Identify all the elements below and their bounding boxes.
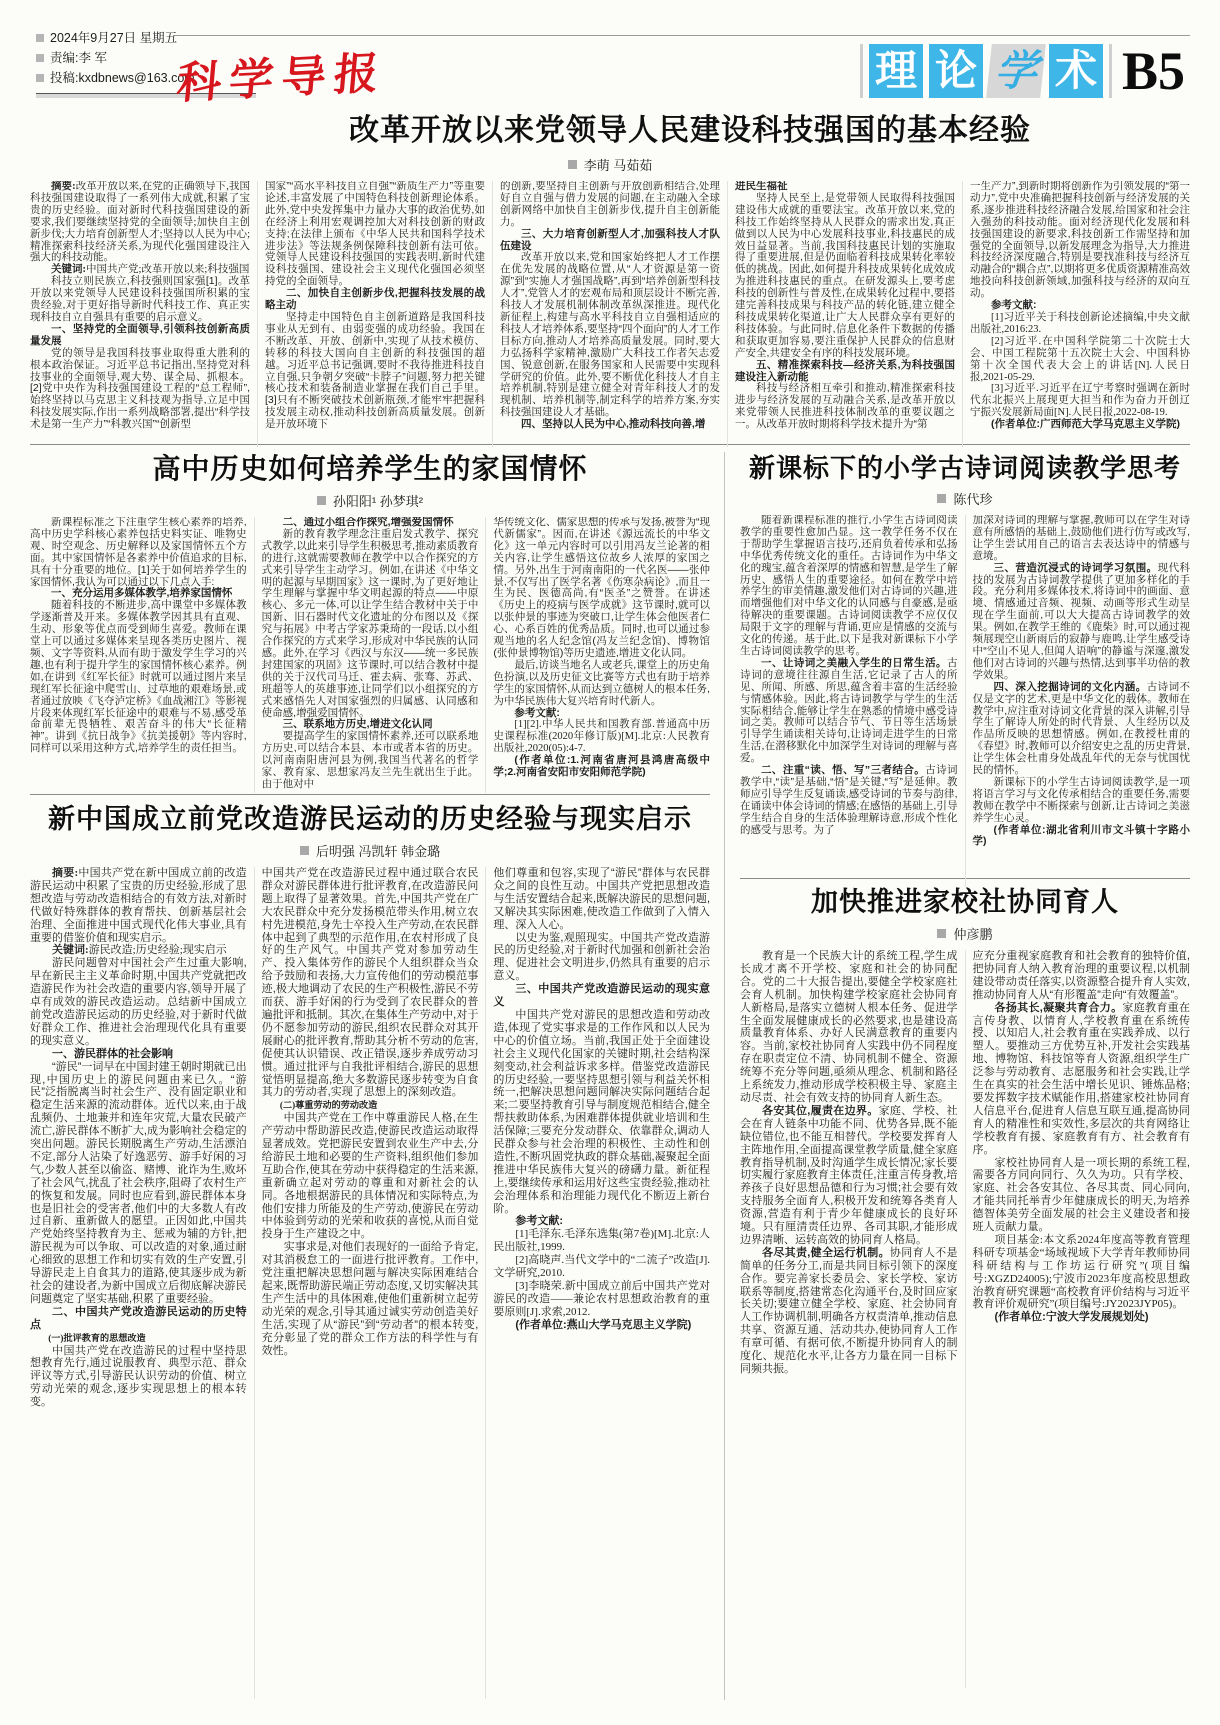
author-names: 陈代珍 [953, 492, 993, 507]
section-heading: 参考文献: [514, 706, 560, 719]
inline-heading: 摘要: [51, 181, 76, 192]
subsection-heading: (一)批评教育的思想改造 [48, 1332, 146, 1343]
paragraph: 科技立则民族立,科技强则国家强[1]。改革开放以来党领导人民建设科技强国所积累的宝贵经验,对于更好指导新时代科技工作、真正实现科技自立自强具有重要的启示意义。 [30, 275, 250, 323]
article-columns [740, 950, 1190, 1688]
text-column [740, 950, 965, 1688]
inline-heading: 关键词: [52, 944, 89, 957]
byline-square-icon [300, 846, 309, 855]
inline-heading: 四、深入挖掘诗词的文化内涵。 [993, 680, 1147, 693]
text-column [30, 517, 254, 793]
header-rule [173, 35, 1190, 36]
byline-square-icon [937, 494, 946, 503]
paragraph: 加深对诗词的理解与掌握,教师可以在学生对诗意有所感悟的基础上,鼓励他们进行仿写或改写,让学生尝试用自己的语言去表达诗中的情感与意境。 [972, 515, 1190, 562]
byline [30, 155, 1190, 174]
paragraph: 华传统文化、儒家思想的传承与发扬,被誉为“现代新儒家”。因而,在讲述《源远流长的中华文化》这一单元内容时可以引用冯友兰论著的相关内容,让学生感悟这位故乡人浓厚的家国之情。另外,出生于河南南阳的一代名医——张仲景,不仅写出了医学名著《伤寒杂病论》,而且一生为民、医德高尚,有“医圣”之赞誉。在讲述《历史上的疫病与医学成就》这节课时,就可以以张仲景的事迹为突破口,让学生体会他医者仁心、心系百姓的优秀品质。同时,也可以通过参观当地的名人纪念馆(冯友兰纪念馆)、博物馆(张仲景博物馆)等历史遗迹,增进文化认同。 [493, 517, 711, 659]
paragraph: 改革开放以来,党和国家始终把人才工作摆在优先发展的战略位置,从“人才资源是第一资源”到“实施人才强国战略”,再到“培养创新型科技人才”,党管人才的宏观布局和顶层设计不断完善,科技人才发展机制体制改革纵深推进。现代化新征程上,构建与高水平科技自立自强相适应的科技人才培养体系,要坚持“四个面向”的人才工作目标方向,推动人才培养高质量发展。同时,要大力弘扬科学家精神,激励广大科技工作者矢志爱国、锐意创新,在服务国家和人民需要中实现科学研究的价值。此外,要不断优化科技人才自主培养机制,特别是建立健全对青年科技人才的发现机制、培养机制等,制定科学的培养方案,夯实科技强国建设人才基础。 [500, 251, 720, 419]
paragraph: 应充分重视家庭教育和社会教育的独特价值,把协同育人纳入教育治理的重要议程,以机制建设带动责任落实,以资源整合提升育人实效,推动协同育人从“有形覆盖”走向“有效覆盖”。 [972, 950, 1190, 1001]
subsection-heading: (二)尊重劳动的劳动改造 [279, 1100, 378, 1111]
author-names: 李萌 马茹茹 [583, 158, 653, 173]
article-columns [30, 517, 710, 793]
byline-square-icon [317, 496, 326, 505]
article-title: 改革开放以来党领导人民建设科技强国的基本经验 [349, 114, 1031, 147]
text-column [254, 867, 486, 1699]
submission-email: 投稿:kxdbnews@163.com [50, 71, 195, 85]
paragraph: 坚持人民至上,是党带领人民取得科技强国建设伟大成就的重要法宝。改革开放以来,党的科技工作始终坚持从人民群众的需求出发,真正做到以人民为中心发展科技事业,科技惠民的成效日益显著。当前,我国科技惠民计划的实施取得了重要进展,但是仍面临着科技成果转化率较低的挑战。因此,如何提升科技成果转化成效成为推进科技惠民的重点。在研发源头上,要考虑科技的创新性与普及性,在成果转化过程中,要搭建完善科技成果与科技产品的转化链,建立健全科技成果转化渠道,让广大人民群众享有更好的科技体验。与此同时,信息化条件下数据的传播和获取更加容易,要注重保护人民群众的信息财产安全,共建安全有序的科技发展环境。 [735, 191, 955, 359]
paragraph: 家校社协同育人是一项长期的系统工程,需要各方同向同行、久久为功。只有学校、家庭、社会各安其位、各尽其责、同心同向,才能共同托举青少年健康成长的明天,为培养德智体美劳全面发展的社会主义建设者和接班人贡献力量。 [972, 1156, 1190, 1234]
article-coeducation [740, 886, 1190, 1700]
paragraph: 中国共产党对游民的思想改造和劳动改造,体现了党实事求是的工作作风和以人民为中心的价值立场。当前,我国正处于全面建设社会主义现代化国家的关键时期,社会结构深刻变动,社会利益诉求多样。借鉴党改造游民的历史经验,一要坚持思想引领与利益关怀相统一,把解决思想问题同解决实际问题结合起来;二要坚持教育引导与制度规范相结合,健全帮扶救助体系,为困难群体提供就业培训和生活保障;三要充分发动群众、依靠群众,调动人民群众参与社会治理的积极性、主动性和创造性,不断巩固党执政的群众基础,凝聚起全面推进中华民族伟大复兴的磅礴力量。新征程上,要继续传承和运用好这些宝贵经验,推动社会治理体系和治理能力现代化不断迈上新台阶。 [493, 1008, 711, 1215]
paragraph: 中国共产党在工作中尊重游民人格,在生产劳动中帮助游民改造,使游民改造运动取得显著成效。党把游民安置到农业生产中去,分给游民土地和必要的生产资料,组织他们参加互助合作,使其在劳动中获得稳定的生活来源,重新确立起对劳动的尊重和对新社会的认同。各地根据游民的具体情况和实际特点,为他们安排力所能及的生产劳动,使游民在劳动中体验到劳动的光荣和收获的喜悦,从而自觉投身于生产建设之中。 [261, 1112, 479, 1241]
paragraph: 他们尊重和包容,实现了“游民”群体与农民群众之间的良性互动。中国共产党把思想改造与生活安置结合起来,既解决游民的思想问题,又解决其实际困难,使改造工作做到了入情入理、深入人心。 [493, 867, 711, 931]
article-poetry-teaching [740, 452, 1190, 879]
section-heading: 一、充分运用多媒体教学,培养家国情怀 [51, 587, 233, 600]
reference: [1][2].中华人民共和国教育部.普通高中历史课程标准(2020年修订版)[M].北京:人民教育出版社,2020(05):4-7. [493, 719, 711, 755]
inline-heading: 摘要: [52, 867, 79, 879]
article-columns [30, 181, 1190, 447]
abstract: 摘要:中国共产党在新中国成立前的改造游民运动中积累了宝贵的历史经验,形成了思想改造与劳动改造相结合的有效方法,对新时代做好特殊群体的教育帮扶、创新基层社会治理、全面推进中国式现代化伟大事业,具有重要的借鉴价值和现实启示。 [30, 867, 247, 944]
bullet-square-icon [36, 34, 44, 42]
paragraph: 随着科技的不断进步,高中课堂中多媒体教学逐渐普及开来。多媒体教学因其具有直观、生动、形象等优点而受到师生喜爱。教师在课堂上可以通过多媒体来呈现各类历史图片、视频、文字等资料,从而有助于激发学生学习的兴趣,也有利于提升学生的家国情怀核心素养。例如,在讲到《红军长征》时就可以通过图片来呈现红军长征途中爬雪山、过草地的艰难场景,或者通过放映《飞夺泸定桥》《血战湘江》等影视片段来体现红军长征途中的艰难与不易,感受革命前辈无畏牺牲、艰苦奋斗的伟大“长征精神”。讲到《抗日战争》《抗美援朝》等内容时,同样可以采用这种方式,培养学生的责任担当。 [30, 599, 247, 755]
text-column [740, 515, 965, 887]
paragraph: 一生产力”,到新时期将创新作为引领发展的“第一动力”,党中央准确把握科技创新与经济发展的关系,逐步推进科技经济融合发展,给国家和社会注入强劲的科技动能。面对经济现代化发展和科技强国建设的新要求,科技创新工作需坚持和加强党的全面领导,以新发展理念为指导,大力推进科技经济深度融合,特别是要找准科技与经济互动融合的“耦合点”,以期将更多优质资源精准高效地投向科技创新领域,加强科技与经济的双向互动。 [970, 181, 1190, 300]
abstract: 关键词:中国共产党;改革开放以来;科技强国 [51, 264, 250, 276]
paragraph: 要提高学生的家国情怀素养,还可以联系地方历史,可以结合本县、本市或者本省的历史。以河南南阳唐河县为例,我国当代著名的哲学家、教育家、思想家冯友兰先生就出生于此。由于他对中 [261, 730, 479, 790]
inline-heading: 二、注重“读、悟、写”三者结合。 [761, 764, 926, 777]
paragraph: 科技与经济相互牵引和推动,精准探索科技进步与经济发展的互动融合关系,是改革开放以来党带领人民推进科技体制改革的重要议题之一。从改革开放时期将科学技术提升为“第 [735, 382, 955, 431]
reference: [2]高晓声.当代文学中的“二流子”改造[J].文学研究,2010. [493, 1254, 711, 1280]
paragraph: 新课程标准之下注重学生核心素养的培养,高中历史学科核心素养包括史料实证、唯物史观、时空观念、历史解释以及家国情怀五个方面。其中家国情怀是各素养中价值追求的目标,具有十分重要的地位。[1]关于如何培养学生的家国情怀,我认为可以通过以下几点入手: [30, 517, 247, 588]
paragraph: 新的教育教学理念注重启发式教学、探究式教学,以此来引导学生积极思考,推动素质教育的进行,这就需要教师在教学中以合作探究的方式来引导学生主动学习。例如,在讲述《中华文明的起源与早期国家》这一课时,为了更好地让学生理解与掌握中华文明起源的特点——中原核心、多元一体,可以让学生结合教材中关于中国新、旧石器时代文化遗址的分布图以及《探究与拓展》中考古学家苏秉琦的一段话,以小组合作探究的方式来学习,形成对中华民族的认同感。此外,在学习《西汉与东汉——统一多民族封建国家的巩固》这节课时,可以结合教材中提供的关于汉代司马迁、霍去病、张骞、苏武、班超等人的英雄事迹,让同学们以小组探究的方式来感悟先人对国家强烈的归属感、认同感和使命感,增强爱国情怀。 [261, 527, 479, 719]
paragraph: “游民”一词早在中国封建王朝时期就已出现,中国历史上的游民问题由来已久。“游民”泛指脱离当时社会生产、没有固定职业和稳定生活来源的流动群体。近代以来,由于战乱频仍、土地兼并和连年灾荒,大量农民破产流亡,游民群体不断扩大,成为影响社会稳定的突出问题。游民长期脱离生产劳动,生活漂泊不定,部分人沾染了好逸恶劳、游手好闲的习气,少数人甚至以偷盗、赌博、讹诈为生,败坏了社会风气,扰乱了社会秩序,阻碍了农村生产的恢复和发展。同时也应看到,游民群体本身也是旧社会的受害者,他们中的大多数人有改过自新、重新做人的愿望。正因如此,中国共产党始终坚持教育为主、惩戒为辅的方针,把游民视为可以争取、可以改造的对象,通过耐心细致的思想工作和切实有效的生产安置,引导游民走上自食其力的道路,使其逐步成为新社会的建设者,为新中国成立后彻底解决游民问题奠定了坚实基础,积累了重要经验。 [30, 1060, 247, 1305]
section-heading: 参考文献: [515, 1215, 564, 1228]
author-names: 孙阳阳¹ 孙梦琪² [332, 494, 424, 509]
divider-bar [860, 44, 863, 98]
inline-heading: 各扬其长,凝聚共育合力。 [994, 1001, 1123, 1014]
reference: [3]李晓荣.新中国成立前后中国共产党对游民的改造——兼论农村思想政治教育的重要原则[J].求索,2012. [493, 1280, 711, 1318]
vertical-divider [724, 452, 725, 1700]
paragraph: 党的领导是我国科技事业取得重大胜利的根本政治保证。习近平总书记指出,坚持党对科技事业的全面领导,观大势、谋全局、抓根本。[2]党中央作为科技强国建设工程的“总工程师”,始终坚持以马克思主义科技观为指导,立足中国科技发展实际,作出一系列战略部署,提出“科学技术是第一生产力”“科教兴国”“创新型 [30, 346, 250, 431]
section-heading: 二、加快自主创新步伐,把握科技发展的战略主动 [265, 287, 485, 312]
paragraph: 二、注重“读、悟、写”三者结合。古诗词教学中,“读”是基础,“悟”是关键,“写”是延伸。教师应引导学生反复诵读,感受诗词的节奏与韵律,在诵读中体会诗词的情感;在感悟的基础上,引导学生结合自身的生活体验理解诗意,形成个性化的感受与思考。为了 [740, 764, 958, 836]
section-heading: 五、精准探索科技—经济关系,为科技强国建设注入新动能 [735, 358, 955, 383]
paragraph: 国家”“高水平科技自立自强”“新质生产力”等重要论述,丰富发展了中国特色科技创新理论体系。此外,党中央发挥集中力量办大事的政治优势,如在经济上利用宏观调控加大对科技创新的财政支持;在法律上颁布《中华人民共和国科学技术进步法》等法规条例保障科技创新有法可依。党领导人民建设科技强国的实践表明,新时代建设科技强国、建设社会主义现代化强国必须坚持党的全面领导。 [265, 181, 485, 288]
text-column [962, 181, 1190, 447]
author-unit: (作者单位:湖北省利川市文斗镇十字路小学) [972, 823, 1190, 848]
section-heading: 三、联系地方历史,增进文化认同 [282, 718, 433, 731]
paragraph: 游民问题曾对中国社会产生过重大影响,早在新民主主义革命时期,中国共产党就把改造游民作为社会改造的重要内容,领导开展了卓有成效的游民改造运动。总结新中国成立前党改造游民运动的历史经验,对于新时代做好群众工作、推进社会治理现代化具有重要的现实意义。 [30, 957, 247, 1047]
byline [740, 489, 1190, 508]
section-banner [860, 41, 1186, 101]
section-char: 学 [986, 44, 1046, 98]
byline-square-icon [568, 160, 577, 169]
text-column [492, 181, 727, 447]
masthead-logo: 科学导报 [174, 48, 389, 109]
issue-date: 2024年9月27日 星期五 [50, 31, 178, 45]
paragraph: 以史为鉴,观照现实。中国共产党改造游民的历史经验,对于新时代加强和创新社会治理、促进社会文明进步,仍然具有重要的启示意义。 [493, 931, 711, 983]
paragraph: 四、深入挖掘诗词的文化内涵。古诗词不仅是文字的艺术,更是中华文化的载体。教师在教学中,应注重对诗词文化背景的深入讲解,引导学生了解诗人所处的时代背景、人生经历以及作品所反映的思想情感。例如,在教授杜甫的《春望》时,教师可以介绍安史之乱的历史背景,让学生体会杜甫身处战乱年代的无奈与忧国忧民的情怀。 [972, 680, 1190, 777]
inline-heading: 各尽其责,健全运行机制。 [762, 1246, 890, 1259]
paragraph: 最后,访谈当地名人或老兵,课堂上的历史角色扮演,以及历史征文比赛等方式也有助于培养学生的家国情怀,从而达到立德树人的根本任务,为中华民族伟大复兴培育时代新人。 [493, 658, 711, 707]
abstract: 摘要:改革开放以来,在党的正确领导下,我国科技强国建设取得了一系列伟大成就,积累了宝贵的历史经验。面对新时代科技强国建设的新要求,我们要继续坚持党的全面领导;加快自主创新步伐;大力培育创新型人才;坚持以人民为中心;精准探索科技经济关系,为现代化强国建设注入强大的科技动能。 [30, 181, 250, 264]
article-history-patriotism [30, 452, 710, 795]
bullet-square-icon [36, 74, 44, 82]
author-names: 仲彦鹏 [953, 927, 993, 942]
section-heading: 二、中国共产党改造游民运动的历史特点 [30, 1305, 247, 1331]
author-unit: (作者单位:1.河南省唐河县鸿唐高级中学;2.河南省安阳市安阳师范学院) [493, 754, 711, 779]
section-heading: 进民生福祉 [735, 181, 788, 192]
paragraph: 中国共产党在改造游民过程中通过联合农民群众对游民群体进行批评教育,在改造游民问题上取得了显著效果。首先,中国共产党在广大农民群众中充分发扬模范带头作用,树立农村先进模范,身先士卒投入生产劳动,在农民群体中起到了典型的示范作用,在农村形成了良好的生产风气。中国共产党对参加劳动生产、投入集体劳作的游民个人组织群众当众给予鼓励和表扬,大力宣传他们的劳动模范事迹,极大地调动了农民的生产积极性,游民不劳而获、游手好闲的行为受到了农民群众的普遍批评和抵制。其次,在集体生产劳动中,对于仍不愿参加劳动的游民,组织农民群众对其开展耐心的批评教育,帮助其分析不劳动的危害,促使其认识错误、改正错误,逐步养成劳动习惯。通过批评与自我批评相结合,游民的思想觉悟明显提高,绝大多数游民逐步转变为自食其力的劳动者,实现了思想上的深刻改造。 [261, 867, 479, 1099]
paragraph: 的创新,要坚持自主创新与开放创新相结合,处理好自立自强与借力发展的问题,在主动融入全球创新网络中加快自主创新步伐,提升自主创新能力。 [500, 181, 720, 228]
fund-note: 项目基金:本文系2024年度高等教育管理科研专项基金“场域视域下大学青年教师协同科研结构与工作坊运行研究”(项目编号:XGZD24005);宁波市2023年度高校思想政治教育研究课题“高校教育评价结构与习近平教育评价观研究”(项目编号:JY2023JYP05)。 [972, 1233, 1190, 1311]
paragraph: 实事求是,对他们表现好的一面给予肯定,对其消极怠工的一面进行批评教育。工作中,党注重把解决思想问题与解决实际困难结合起来,既帮助游民端正劳动态度,又切实解决其生产生活中的具体困难,使他们重新树立起劳动光荣的观念,引导其通过诚实劳动创造美好生活,实现了从“游民”到“劳动者”的根本转变,充分彰显了党的群众工作方法的科学性与有效性。 [261, 1241, 479, 1357]
inline-heading: 关键词: [51, 264, 86, 276]
inline-heading: 各安其位,履责在边界。 [762, 1104, 879, 1117]
paragraph: 各尽其责,健全运行机制。协同育人不是简单的任务分工,而是共同目标引领下的深度合作。要完善家长委员会、家长学校、家访联系等制度,搭建常态化沟通平台,及时回应家长关切;要建立健全学校、家庭、社会协同育人工作协调机制,明确各方权责清单,推动信息共享、资源互通、活动共办,使协同育人工作有章可循、有据可依,不断提升协同育人的制度化、规范化水平,让各方力量在同一目标下同频共振。 [740, 1246, 958, 1375]
byline [30, 841, 710, 860]
author-unit: (作者单位:宁波大学发展规划处) [994, 1311, 1149, 1324]
section-heading: 四、坚持以人民为中心,推动科技向善,增 [521, 418, 706, 431]
section-heading: 三、大力培育创新型人才,加强科技人才队伍建设 [500, 227, 720, 252]
text-column [727, 181, 962, 447]
byline [30, 491, 710, 510]
author-names: 后明强 冯凯轩 韩金璐 [315, 844, 441, 859]
byline [740, 924, 1190, 943]
editor-name: 责编:李 军 [50, 51, 107, 65]
paragraph: 坚持走中国特色自主创新道路是我国科技事业从无到有、由弱变强的成功经验。我国在不断改革、开放、创新中,实现了从技术模仿、转移的科技大国向自主创新的科技强国的超越。习近平总书记强调,要时不我待推进科技自立自强,只争朝夕突破“卡脖子”问题,努力把关键核心技术和装备制造业掌握在我们自己手里。[3]只有不断突破技术创新瓶颈,才能牢牢把握科技发展主动权,推动科技创新高质量发展。创新是开放环境下 [265, 310, 485, 431]
section-heading: 一、坚持党的全面领导,引领科技创新高质量发展 [30, 322, 250, 347]
article-vagrant-reform [30, 802, 710, 1700]
text-column [30, 867, 254, 1699]
paragraph: 各扬其长,凝聚共育合力。家庭教育重在言传身教、以情育人,学校教育重在系统传授、以知启人,社会教育重在实践养成、以行塑人。要推动三方优势互补,开发社会实践基地、博物馆、科技馆等育人资源,组织学生广泛参与劳动教育、志愿服务和社会实践,让学生在真实的社会生活中增长见识、锤炼品格;要发挥数字技术赋能作用,搭建家校社协同育人信息平台,促进育人信息互联互通,提高协同育人的精准性和实效性,多层次的共育网络让学校教育有援、家庭教育有方、社会教育有序。 [972, 1001, 1190, 1156]
divider-bar [1109, 44, 1112, 98]
article-title: 新中国成立前党改造游民运动的历史经验与现实启示 [48, 804, 692, 834]
paragraph: 三、营造沉浸式的诗词学习氛围。现代科技的发展为古诗词教学提供了更加多样化的手段。充分利用多媒体技术,将诗词中的画面、意境、情感通过音频、视频、动画等形式生动呈现在学生面前,可以大大提高古诗词教学的效果。例如,在教学王维的《鹿柴》时,可以通过视频展现空山新雨后的寂静与鹿鸣,让学生感受诗中“空山不见人,但闻人语响”的静谧与深邃,激发他们对古诗词的兴趣与热情,达到事半功倍的教学效果。 [972, 561, 1190, 681]
text-column [254, 517, 486, 793]
section-heading: 一、游民群体的社会影响 [52, 1047, 173, 1060]
paragraph: 随着新课程标准的推行,小学生古诗词阅读教学的重要性愈加凸显。这一教学任务不仅在于帮助学生掌握语言技巧,还肩负着传承和弘扬中华优秀传统文化的重任。古诗词作为中华文化的瑰宝,蕴含着深厚的情感和智慧,是学生了解历史、感悟人生的重要途径。如何在教学中培养学生的审美情趣,激发他们对古诗词的兴趣,进而增强他们对中华文化的认同感与自豪感,是亟待解决的重要课题。古诗词阅读教学不应仅仅局限于文字的理解与背诵,更应是情感的交流与文化的传递。基于此,以下是我对新课标下小学生古诗词阅读教学的思考。 [740, 515, 958, 657]
author-unit: (作者单位:燕山大学马克思主义学院) [515, 1318, 692, 1331]
article-title: 高中历史如何培养学生的家国情怀 [152, 453, 588, 484]
article-columns [740, 515, 1190, 887]
section-heading: 参考文献: [991, 299, 1037, 312]
article-science-power [30, 112, 1190, 445]
paragraph: 新课标下的小学生古诗词阅读教学,是一项将语言学习与文化传承相结合的重要任务,需要教师在教学中不断探索与创新,让古诗词之美滋养学生心灵。 [972, 775, 1190, 824]
paragraph: 教育是一个民族大计的系统工程,学生成长成才离不开学校、家庭和社会的协同配合。党的二十大报告提出,要健全学校家庭社会育人机制。加快构建学校家庭社会协同育人新格局,是落实立德树人根本任务、促进学生全面发展健康成长的必然要求,也是建设高质量教育体系、办好人民满意教育的重要内容。当前,家校社协同育人实践中仍不同程度存在职责定位不清、协同机制不健全、资源统筹不充分等问题,亟须从理念、机制和路径上系统发力,推动形成学校积极主导、家庭主动尽责、社会有效支持的协同育人新生态。 [740, 950, 958, 1104]
reference: [1]毛泽东.毛泽东选集(第7卷)[M].北京:人民出版社,1999. [493, 1228, 711, 1254]
reference: [2]习近平.在中国科学院第二十次院士大会、中国工程院第十五次院士大会、中国科协第十次全国代表大会上的讲话[N].人民日报,2021-05-29. [970, 335, 1190, 383]
bullet-square-icon [36, 54, 44, 62]
section-char: 术 [1049, 44, 1103, 98]
text-column [257, 181, 492, 447]
paragraph: 各安其位,履责在边界。家庭、学校、社会在育人链条中功能不同、优势各异,既不能缺位错位,也不能互相替代。学校要发挥育人主阵地作用,全面提高课堂教学质量,健全家庭教育指导机制,及时沟通学生成长情况;家长要切实履行家庭教育主体责任,注重言传身教,培养孩子良好思想品德和行为习惯;社会要有效支持服务全面育人,积极开发和统筹各类育人资源,营造有利于青少年健康成长的良好环境。只有厘清责任边界、各司其职,才能形成边界清晰、运转高效的协同育人格局。 [740, 1104, 958, 1246]
section-char: 理 [869, 44, 923, 98]
article-title: 新课标下的小学古诗词阅读教学思考 [748, 453, 1181, 483]
text-column [30, 181, 257, 447]
article-columns [30, 867, 710, 1699]
section-heading: 二、通过小组合作探究,增强爱国情怀 [282, 517, 454, 528]
text-column [965, 515, 1191, 887]
inline-heading: 一、让诗词之美融入学生的日常生活。 [761, 656, 947, 669]
reference: [1]习近平关于科技创新论述摘编,中央文献出版社,2016:23. [970, 311, 1190, 335]
paragraph: 一、让诗词之美融入学生的日常生活。古诗词的意境往往源自生活,它记录了古人的所见、所闻、所感、所思,蕴含着丰富的生活经验与情感体验。因此,将古诗词教学与学生的生活实际相结合,能够让学生在熟悉的情境中感受诗词之美。教师可以结合节气、节日等生活场景引导学生诵读相关诗句,让诗词走进学生的日常生活,在潜移默化中加深学生对诗词的理解与喜爱。 [740, 656, 958, 765]
page-number: B5 [1122, 41, 1186, 101]
text-column [485, 867, 710, 1699]
inline-heading: 三、营造沉浸式的诗词学习氛围。 [993, 561, 1158, 574]
text-column [485, 517, 710, 793]
article-title: 加快推进家校社协同育人 [811, 887, 1119, 917]
section-char: 论 [929, 44, 983, 98]
reference: [3]习近平.习近平在辽宁考察时强调在新时代东北振兴上展现更大担当和作为奋力开创辽宁振兴发展新局面[N].人民日报,2022-08-19. [970, 383, 1190, 419]
section-heading: 三、中国共产党改造游民运动的现实意义 [493, 983, 711, 1009]
text-column [965, 950, 1191, 1688]
abstract: 关键词:游民改造;历史经验;现实启示 [52, 944, 227, 957]
paragraph: 中国共产党在改造游民的过程中坚持思想教育先行,通过说服教育、典型示范、群众评议等方式,引导游民认识劳动的价值、树立劳动光荣的观念,逐步实现思想上的根本转变。 [30, 1344, 247, 1409]
author-unit: (作者单位:广西师范大学马克思主义学院) [991, 418, 1180, 431]
byline-square-icon [937, 929, 946, 938]
